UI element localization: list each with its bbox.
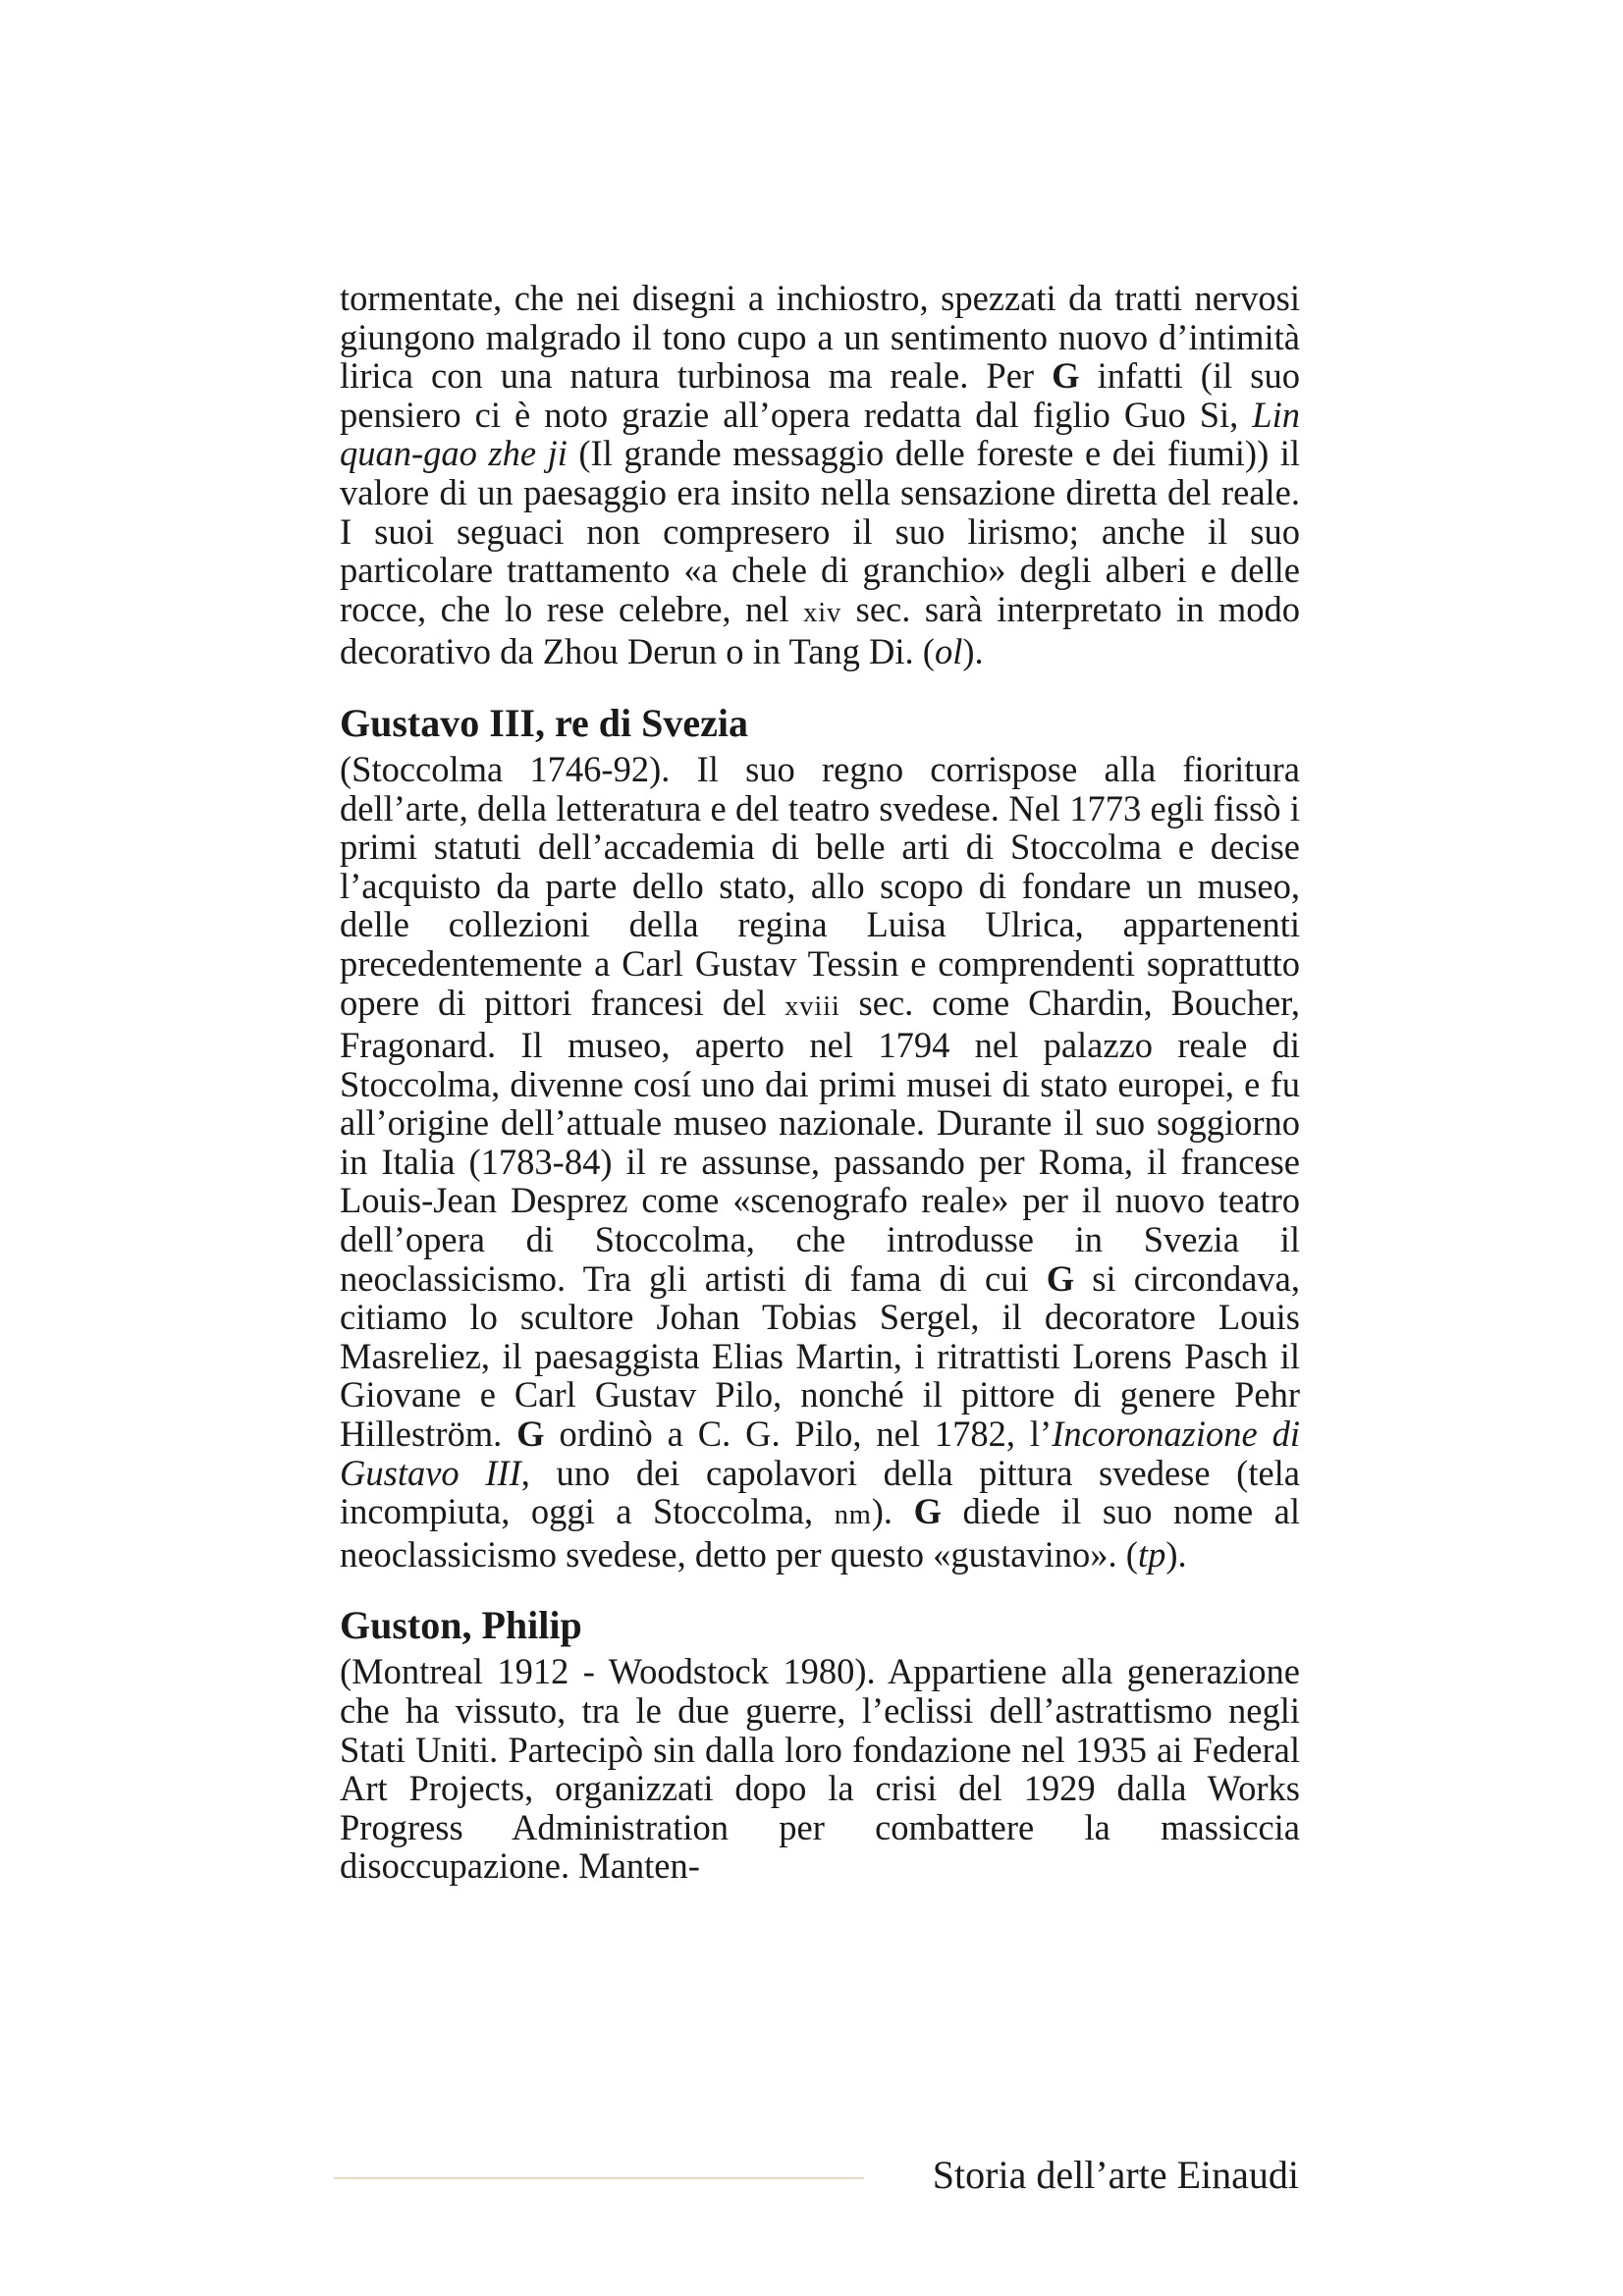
entry-body (340, 750, 1300, 1574)
text-run: ordinò a C. G. Pilo, nel 1782, l’ (544, 1414, 1053, 1455)
century-numeral: xviii (784, 990, 840, 1022)
text-run: si circondava, citiamo lo scultore Johan Tobias Sergel, il decoratore Louis Masreliez, il paesaggista Elias Martin, i ritrattisti Lorens Pasch il Giovane e Carl Gustav Pilo, nonché il pittore di genere Pehr Hilleström. (340, 1257, 1300, 1455)
work-title: Lin quan-gao zhe ji (340, 394, 1300, 474)
author-initials: ol (934, 631, 963, 672)
text-run: sec. sarà interpretato in modo decorativo da Zhou Derun o in Tang Di. ( (340, 588, 1301, 672)
entry-name: Gustavo III, (340, 700, 545, 745)
text-run: diede il suo nome al neoclassicismo svedese, detto per questo «gustavino». ( (340, 1491, 1300, 1575)
museum-abbrev: nm (834, 1500, 872, 1531)
text-run: (Stoccolma 1746-92). Il suo regno corrispose alla fioritura dell’arte, della letteratura e del teatro svedese. Nel 1773 egli fissò i primi statuti dell’accademia di belle arti di Stoccolma e decise l’acquisto da parte dello stato, allo scopo di fondare un museo, delle collezioni della regina Luisa Ulrica, appartenenti precedentemente a Carl Gustav Tessin e comprendenti soprattutto opere di pittori francesi del (340, 748, 1300, 1023)
entry-name: Guston, Philip (340, 1603, 582, 1648)
entry-gustavo-iii (340, 701, 1300, 1574)
text-run: (Montreal 1912 - Woodstock 1980). Appartiene alla generazione che ha vissuto, tra le due guerre, l’eclissi dell’astrattismo negli Stati Uniti. Partecipò sin dalla loro fondazione nel 1935 ai Federal Art Projects, organizzati dopo la crisi del 1929 dalla Works Progress Administration per combattere la massiccia disoccupazione. Manten- (340, 1651, 1300, 1887)
work-title: Incoronazione di Gustavo III (340, 1414, 1300, 1493)
entry-guston-philip (340, 1603, 1300, 1886)
entry-qualifier: re di Svezia (544, 700, 748, 745)
entry-heading (340, 701, 1300, 746)
entry-abbrev: G (516, 1414, 545, 1455)
footer-title: Storia dell’arte Einaudi (932, 2153, 1299, 2197)
footer-rule (334, 2177, 864, 2179)
text-run: ). (871, 1491, 914, 1532)
entry-body (340, 1652, 1300, 1886)
text-run: tormentate, che nei disegni a inchiostro, spezzati da tratti nervosi giungono malgrado il tono cupo a un sentimento nuovo d’intimità lirica con una natura turbinosa ma reale. Per (340, 278, 1300, 397)
text-run: ). (1165, 1533, 1187, 1575)
text-run: infatti (il suo pensiero ci è noto grazie all’opera redatta dal figlio Guo Si, (340, 355, 1301, 435)
entry-abbrev: G (913, 1491, 942, 1532)
text-run: sec. come Chardin, Boucher, Fragonard. Il museo, aperto nel 1794 nel palazzo reale di Stoccolma, divenne cosí uno dai primi musei di stato europei, e fu all’origine dell’attuale museo nazionale. Durante il suo soggiorno in Italia (1783-84) il re assunse, passando per Roma, il francese Louis-Jean Desprez come «scenografo reale» per il nuovo teatro dell’opera di Stoccolma, che introdusse in Svezia il neoclassicismo. Tra gli artisti di fama di cui (340, 982, 1300, 1299)
entry-continuation-text (340, 279, 1300, 671)
text-run: , uno dei capolavori della pittura svedese (tela incompiuta, oggi a Stoccolma, (340, 1452, 1301, 1532)
text-run: ). (962, 631, 984, 672)
entry-abbrev: G (1046, 1257, 1075, 1299)
century-numeral: xiv (803, 597, 842, 628)
author-initials: tp (1137, 1533, 1166, 1575)
page-content (340, 279, 1300, 1886)
text-run: (Il grande messaggio delle foreste e dei fiumi)) il valore di un paesaggio era insito nella sensazione diretta del reale. I suoi seguaci non compresero il suo lirismo; anche il suo particolare trattamento «a chele di granchio» degli alberi e delle rocce, che lo rese celebre, nel (340, 433, 1301, 629)
entry-abbrev: G (1052, 355, 1080, 397)
entry-heading (340, 1603, 1300, 1648)
